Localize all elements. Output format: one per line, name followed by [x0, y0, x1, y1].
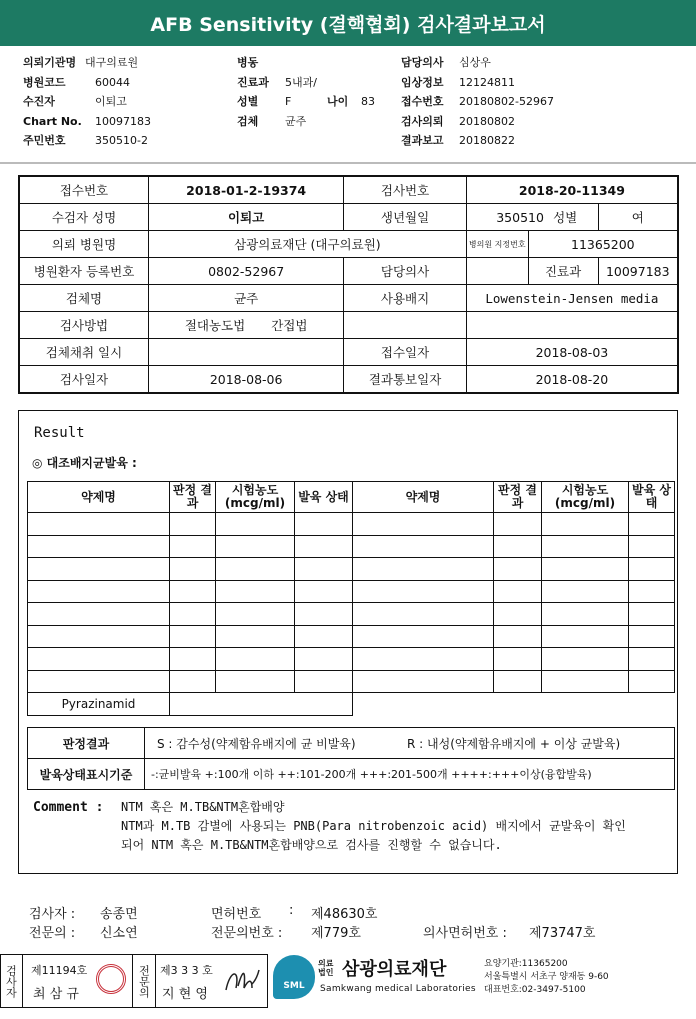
org-address: 서울특별시 서초구 양재동 9-60: [484, 972, 609, 982]
table-cell: [542, 625, 629, 648]
info-label: 병원코드: [23, 75, 66, 89]
birth-value: 350510: [496, 210, 544, 225]
drug-rows: [28, 513, 675, 693]
spec-license-label: 전문의번호 :: [211, 926, 283, 941]
info-value: 심상우: [459, 56, 491, 69]
info-col-2: [237, 53, 375, 131]
col-header-judge: 판정 결과: [494, 482, 542, 513]
info-col-3: [401, 53, 554, 151]
box2-name: 지 현 영: [162, 987, 208, 1002]
table-cell: [494, 535, 542, 558]
table-cell: [353, 558, 494, 581]
age-value: 83: [361, 95, 375, 108]
table-cell: [542, 648, 629, 671]
table-cell: [629, 648, 675, 671]
drug-result-table: [27, 481, 675, 716]
table-row: [28, 558, 675, 581]
table-cell: [494, 558, 542, 581]
table-cell: [353, 580, 494, 603]
cell-label: 접수번호: [19, 176, 148, 204]
info-value: 20180822: [459, 134, 515, 147]
table-cell: [28, 603, 170, 626]
col-header-conc: 시험농도 (mcg/ml): [542, 482, 629, 513]
info-label: 성별: [237, 95, 259, 108]
colon: :: [289, 903, 294, 918]
table-cell: [216, 603, 295, 626]
table-cell: [28, 648, 170, 671]
info-col-1: [23, 53, 151, 151]
empty-area: [353, 693, 675, 716]
specimen-detail-table: [18, 175, 679, 394]
table-cell: [542, 535, 629, 558]
cell-label: 검사일자: [19, 366, 148, 394]
age-label: 나이: [327, 95, 349, 108]
table-cell: [542, 603, 629, 626]
table-cell: [542, 513, 629, 536]
cell-label: 결과통보일자: [344, 366, 467, 394]
comment-line: NTM과 M.TB 감별에 사용되는 PNB(Para nitrobenzoic acid) 배지에서 균발육이 확인: [121, 819, 626, 833]
table-cell: [295, 670, 353, 693]
info-label: 의뢰기관명: [23, 56, 77, 69]
sex-value: 여: [598, 204, 678, 231]
info-value: 5내과/: [285, 75, 317, 89]
dept-value: 10097183: [598, 258, 678, 285]
empty-cell: [344, 312, 467, 339]
judge-text: [145, 728, 675, 759]
table-row: [28, 648, 675, 671]
tester-label: 검사자 :: [29, 907, 76, 922]
info-label: 주민번호: [23, 134, 66, 147]
table-cell: [542, 580, 629, 603]
table-cell: [295, 558, 353, 581]
info-label: 병동: [237, 56, 259, 69]
table-cell: [494, 513, 542, 536]
org-contact: [484, 958, 609, 997]
cell-label: 검사번호: [344, 176, 467, 204]
table-row: [28, 670, 675, 693]
judge-label: 판정결과: [28, 728, 145, 759]
notify-date: 2018-08-20: [466, 366, 678, 394]
info-label: Chart No.: [23, 114, 82, 128]
table-cell: [28, 513, 170, 536]
table-cell: [494, 625, 542, 648]
table-cell: [494, 670, 542, 693]
col-header-drug: 약제명: [353, 482, 494, 513]
org-code: 요양기관:11365200: [484, 959, 568, 969]
table-cell: [295, 648, 353, 671]
logo-badge: SML: [273, 955, 315, 999]
table-cell: [170, 648, 216, 671]
table-cell: [629, 670, 675, 693]
info-value: 350510-2: [95, 134, 148, 147]
receipt-no: 2018-01-2-19374: [148, 176, 343, 204]
comment-label: Comment :: [33, 800, 104, 815]
license-no: 제48630호: [311, 907, 378, 922]
col-header-conc: 시험농도 (mcg/ml): [216, 482, 295, 513]
hospital-name: 삼광의료재단 (대구의료원): [148, 231, 466, 258]
table-cell: [28, 558, 170, 581]
registration-no: 0802-52967: [148, 258, 343, 285]
org-small: 의료 법인: [318, 959, 334, 977]
table-cell: [216, 558, 295, 581]
table-cell: [353, 670, 494, 693]
table-cell: [494, 648, 542, 671]
info-label: 담당의사: [401, 56, 444, 69]
cell-label: 접수일자: [344, 339, 467, 366]
specialist-label: 전문의 :: [29, 926, 76, 941]
growth-label: 발육상태표시기준: [28, 759, 145, 790]
comment-line: NTM 혹은 M.TB&NTM혼합배양: [121, 800, 285, 814]
box1-no: 제11194호: [31, 964, 88, 977]
table-cell: [170, 603, 216, 626]
table-cell: [28, 625, 170, 648]
table-row: [28, 603, 675, 626]
org-name: 삼광의료재단: [342, 959, 447, 980]
table-cell: [353, 603, 494, 626]
table-row: [28, 535, 675, 558]
col-header-growth: 발육 상태: [629, 482, 675, 513]
table-cell: [295, 535, 353, 558]
table-cell: [629, 603, 675, 626]
table-cell: [28, 580, 170, 603]
table-cell: [494, 580, 542, 603]
cell-label: 검체명: [19, 285, 148, 312]
info-value: 20180802: [459, 114, 515, 128]
signature-image: [222, 960, 262, 1000]
table-cell: [216, 535, 295, 558]
test-no: 2018-20-11349: [466, 176, 678, 204]
judge-r: R : 내성(약제함유배지에 + 이상 균발육): [407, 736, 621, 751]
comment-text: [121, 798, 626, 855]
table-cell: [295, 625, 353, 648]
cell-label: 검체채취 일시: [19, 339, 148, 366]
table-cell: [295, 603, 353, 626]
table-cell: [216, 580, 295, 603]
test-date: 2018-08-06: [148, 366, 343, 394]
info-value: 대구의료원: [85, 56, 139, 69]
cell-label: 진료과: [528, 258, 598, 285]
spec-license-no: 제779호: [311, 926, 361, 941]
col-header-growth: 발육 상태: [295, 482, 353, 513]
table-cell: [216, 648, 295, 671]
info-value: 60044: [95, 75, 130, 89]
info-value: 이퇴고: [95, 95, 127, 108]
table-cell: [170, 625, 216, 648]
judge-s: S : 감수성(약제함유배지에 균 비발육): [157, 736, 356, 751]
table-cell: [170, 558, 216, 581]
patient-name: 이퇴고: [148, 204, 343, 231]
table-cell: [353, 625, 494, 648]
info-value: 20180802-52967: [459, 95, 554, 108]
table-cell: [170, 513, 216, 536]
info-label: 검체: [237, 114, 259, 128]
empty-cell: [466, 312, 678, 339]
col-header-drug: 약제명: [28, 482, 170, 513]
table-cell: [629, 580, 675, 603]
drug-name: Pyrazinamid: [28, 693, 170, 716]
info-label: 결과보고: [401, 134, 444, 147]
table-cell: [494, 603, 542, 626]
cell-label: 사용배지: [344, 285, 467, 312]
tester-name: 송종면: [100, 907, 138, 922]
table-cell: [542, 558, 629, 581]
table-cell: [170, 535, 216, 558]
control-growth-label: ◎ 대조배지균발육 :: [32, 456, 137, 470]
info-label: 접수번호: [401, 95, 444, 108]
table-cell: [170, 693, 353, 716]
receive-date: 2018-08-03: [466, 339, 678, 366]
col-header-judge: 판정 결과: [170, 482, 216, 513]
cell-label: 병원환자 등록번호: [19, 258, 148, 285]
medium-value: Lowenstein-Jensen media: [466, 285, 678, 312]
table-cell: [353, 513, 494, 536]
table-cell: [295, 513, 353, 536]
hospital-code: 11365200: [528, 231, 678, 258]
cell-label: 병의원 지정번호: [466, 231, 528, 258]
separator: [0, 162, 696, 164]
box1-label: 검사자: [0, 954, 23, 1008]
info-label: 수진자: [23, 95, 55, 108]
table-cell: [353, 648, 494, 671]
table-cell: [28, 670, 170, 693]
legend-table: [27, 727, 675, 790]
info-label: 검사의뢰: [401, 114, 444, 128]
table-cell: [629, 625, 675, 648]
license-label: 면허번호: [211, 907, 262, 922]
table-row: [28, 513, 675, 536]
specialist-name: 신소연: [100, 926, 138, 941]
info-value: F: [285, 95, 292, 108]
doc-license-label: 의사면허번호 :: [423, 926, 507, 941]
box2-label: 전문의: [132, 954, 156, 1008]
cell-label: 성별: [553, 210, 578, 225]
doctor-value: [466, 258, 528, 285]
table-cell: [170, 580, 216, 603]
table-cell: [542, 670, 629, 693]
box2-no: 제3 3 3 호: [160, 964, 213, 977]
method-1: 절대농도법: [184, 318, 246, 333]
table-cell: [629, 513, 675, 536]
specimen-value: 균주: [148, 285, 343, 312]
cell-label: 의뢰 병원명: [19, 231, 148, 258]
table-row: [28, 625, 675, 648]
info-value: 균주: [285, 114, 307, 128]
cell-label: 담당의사: [344, 258, 467, 285]
result-heading: Result: [34, 425, 85, 441]
table-cell: [28, 535, 170, 558]
table-row: [28, 580, 675, 603]
org-phone: 대표번호:02-3497-5100: [484, 985, 586, 995]
table-cell: [629, 558, 675, 581]
info-value: 12124811: [459, 75, 515, 89]
box1-name: 최 삼 규: [33, 987, 79, 1002]
table-cell: [216, 670, 295, 693]
cell-label: 수검자 성명: [19, 204, 148, 231]
table-cell: [170, 670, 216, 693]
table-cell: [353, 535, 494, 558]
table-cell: [295, 580, 353, 603]
org-en: Samkwang medical Laboratories: [320, 984, 476, 994]
table-cell: [629, 535, 675, 558]
growth-text: -:균비발육 +:100개 이하 ++:101-200개 +++:201-500개 ++++:+++이상(융합발육): [145, 759, 675, 790]
report-title: AFB Sensitivity (결핵협회) 검사결과보고서: [0, 0, 696, 46]
cell-label: 검사방법: [19, 312, 148, 339]
info-label: 진료과: [237, 75, 269, 89]
comment-line: 되어 NTM 혹은 M.TB&NTM혼합배양으로 검사를 진행할 수 없습니다.: [121, 838, 502, 852]
info-value: 10097183: [95, 114, 151, 128]
table-cell: [216, 625, 295, 648]
table-cell: [216, 513, 295, 536]
birth-cell: [466, 204, 598, 231]
doc-license-no: 제73747호: [529, 926, 596, 941]
method-cell: [148, 312, 343, 339]
cell-label: 생년월일: [344, 204, 467, 231]
method-2: 간접법: [271, 318, 308, 333]
info-label: 임상정보: [401, 75, 444, 89]
collect-value: [148, 339, 343, 366]
seal-stamp: [96, 964, 126, 994]
